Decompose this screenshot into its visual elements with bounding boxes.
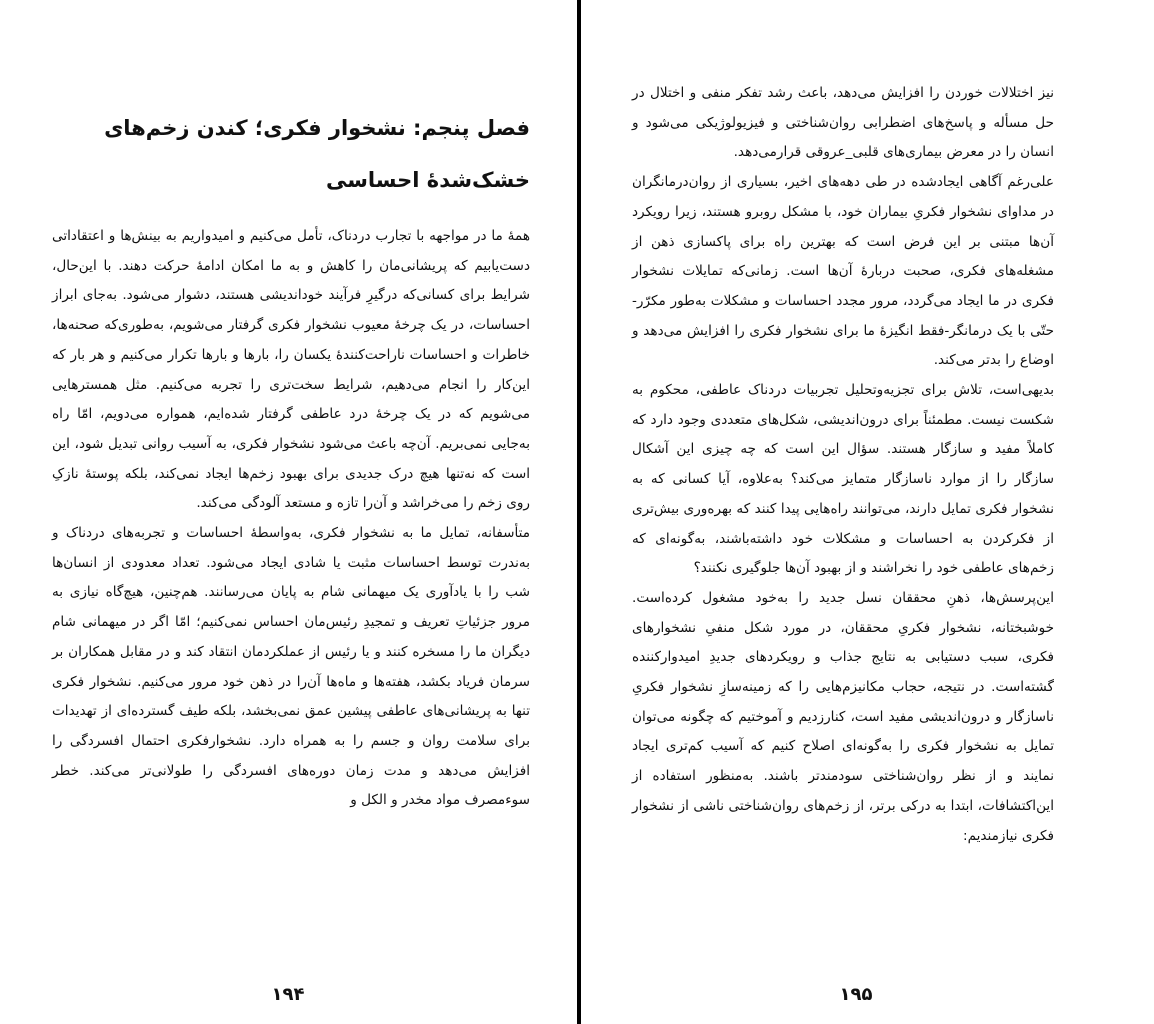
right-page-body	[632, 79, 1054, 851]
left-page-body	[52, 222, 530, 816]
paragraph: بدیهی‌است، تلاش برای تجزیه‌وتحلیل تجربیات دردناک عاطفی، محکوم به شکست نیست. مطمئناً برای درون‌اندیشی، شکل‌های متعددی وجود دارد که کاملاً مفید و سازگار هستند. سؤال این است که چه چیزی این آشکال سازگار را از موارد ناسازگار متمایز می‌کند؟ به‌علاوه، آیا کسانی که به نشخوار فکری تمایل دارند، می‌توانند راه‌هایی پیدا کنند که بهره‌وری بیش‌تری از فکرکردن به احساسات و مشکلات خود داشته‌باشند، به‌گونه‌ای که زخم‌های عاطفی خود را نخراشند و از بهبود آن‌ها جلوگیری نکنند؟	[632, 382, 1054, 577]
book-spine-divider	[577, 0, 581, 1024]
right-page	[582, 0, 1154, 1024]
paragraph: این‌پرسش‌ها، ذهنِ محققان نسل جدید را به‌خود مشغول کرده‌است. خوشبختانه، نشخوار فکریِ محققان، در مورد شکل منفیِ نشخوارهای فکری، سبب دستیابی به نتایج جذاب و رویکردهای جدیدِ امیدوارکننده گشته‌است. در نتیجه، حجاب مکانیزم‌هایی را که زمینه‌سازِ نشخوار فکریِ ناسازگار و درون‌اندیشی مفید است، کنارزدیم و آموختیم که چگونه می‌توان تمایل به نشخوار فکری را به‌گونه‌ای اصلاح کنیم که آسیب کم‌تری ایجاد نمایند و از نظر روان‌شناختی سودمندتر باشند. به‌منظور استفاده از این‌اکتشافات، ابتدا به درکی برتر، از زخم‌های روان‌شناختی ناشی از نشخوار فکری نیازمندیم:	[632, 589, 1054, 844]
page-number: ۱۹۵	[839, 984, 873, 1005]
paragraph: همهٔ ما در مواجهه با تجارب دردناک، تأمل می‌کنیم و امیدواریم به بینش‌ها و اعتقاداتی دست‌یابیم که پریشانی‌مان را کاهش و به ما امکان ادامهٔ حرکت دهند. با این‌حال، شرایط برای کسانی‌که درگیرِ فرآیند خوداندیشی هستند، دشوار می‌شود. به‌جای ابراز احساسات، در یک چرخهٔ معیوب نشخوار فکری گرفتار می‌شویم، به‌طوری‌که صحنه‌ها، خاطرات و احساسات ناراحت‌کنندهٔ یکسان را، بارها و بارها تکرار می‌کنیم و هر بار که این‌کار را انجام می‌دهیم، شرایط سخت‌تری را تجربه می‌کنیم. مثل همسترهایی می‌شویم که در یک چرخهٔ درد عاطفی گرفتار شده‌ایم، همواره می‌دویم، امّا راه به‌جایی نمی‌بریم. آن‌چه باعث می‌شود نشخوار فکری، به آسیب روانی تبدیل شود، این است که نه‌تنها هیچ درک جدیدی برای بهبود زخم‌ها ایجاد نمی‌کند، بلکه پوستهٔ نازکِ روی زخم را می‌خراشد و آن‌را تازه و مستعد آلودگی می‌کند.	[52, 228, 530, 512]
paragraph: علی‌رغم آگاهی ایجادشده در طی دهه‌های اخیر، بسیاری از روان‌درمانگران در مداوای نشخوار فکریِ بیماران خود، با مشکل روبرو هستند، زیرا رویکرد آن‌ها مبتنی بر این فرض است که بهترین راه برای پاکسازی ذهن از مشغله‌های فکری، صحبت دربارهٔ آن‌ها است. زمانی‌که تمایلات نشخوار فکری در ما ایجاد می‌گردد، مرور مجدد احساسات و مشکلات به‌طور مکرّر-حتّی با یک درمانگر-فقط انگیزهٔ ما برای نشخوار فکری را افزایش می‌دهد و اوضاع را بدتر می‌کند.	[632, 174, 1054, 369]
chapter-title: فصل پنجم: نشخوار فکری؛ کندن زخم‌های خشک‌شدهٔ احساسی	[104, 116, 530, 192]
paragraph: متأسفانه، تمایل ما به نشخوار فکری، به‌واسطهٔ احساسات و تجربه‌های دردناک و به‌ندرت توسط احساسات مثبت یا شادی ایجاد می‌شود. تعداد معدودی از انسان‌ها شب را با یادآوری یک میهمانی شام به پایان می‌رسانند. هم‌چنین، هیچ‌گاه نیازی به مرور جزئیاتِ تعریف و تمجیدِ رئیس‌مان احساس نمی‌کنیم؛ امّا اگر در میهمانی شام دیگران ما را مسخره کنند و یا رئیس از عملکردمان انتقاد کند و در مقابل همکاران بر سرمان فریاد بکشد، هفته‌ها و ماه‌ها آن‌را در ذهن خود مرور می‌کنیم. نشخوار فکری تنها به پریشانی‌های عاطفی پیشین عمق نمی‌بخشد، بلکه طیف گسترده‌ای از تهدیدات برای سلامت روان و جسم را به همراه دارد. نشخوارفکری احتمال افسردگی را افزایش می‌دهد و مدت زمان دوره‌های افسردگی را طولانی‌تر می‌کند. خطر سوءمصرف مواد مخدر و الکل و	[52, 525, 530, 809]
page-number: ۱۹۴	[271, 984, 305, 1005]
paragraph: نیز اختلالات خوردن را افزایش می‌دهد، باعث رشد تفکر منفی و اختلال در حل مسأله و پاسخ‌های اضطرابی روان‌شناختی و فیزیولوژیکی می‌شود و انسان را در معرض بیماری‌های قلبی_عروقی قرارمی‌دهد.	[632, 85, 1054, 161]
